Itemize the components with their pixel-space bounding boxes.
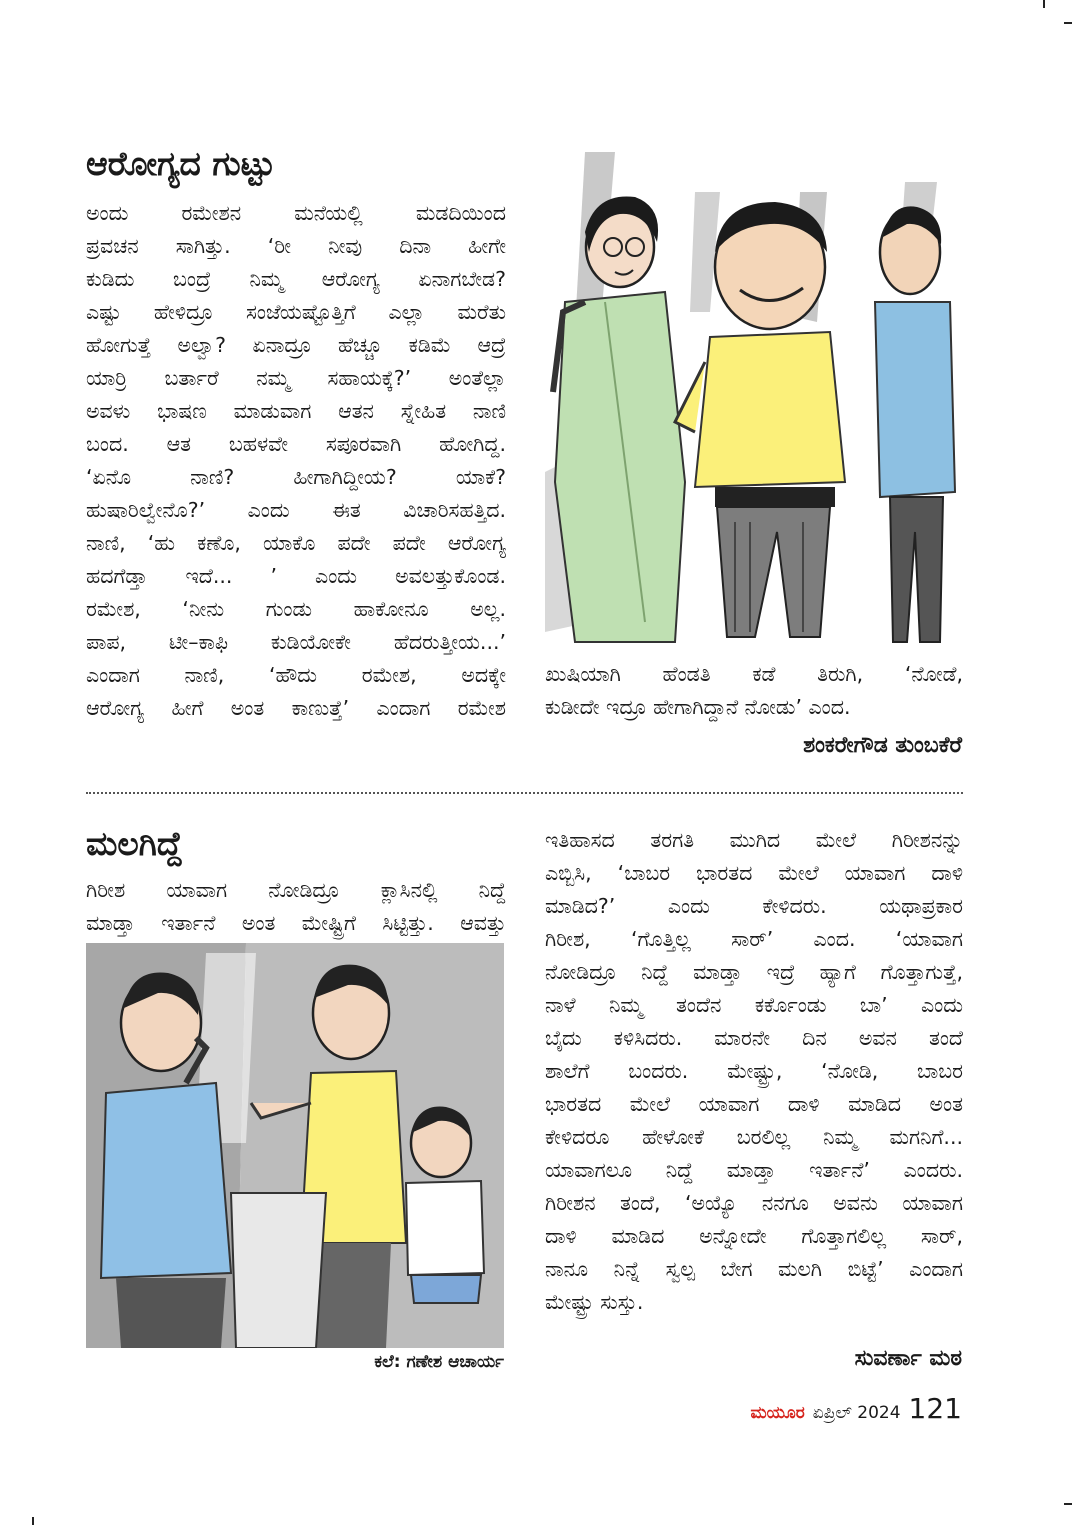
crop-mark-right-top: [1064, 22, 1072, 24]
body-line: ನೋಡಿದ್ರೂ ನಿದ್ದೆ ಮಾಡ್ತಾ ಇದ್ರೆ ಹ್ಯಾಗೆ ಗೊತ್ತಾಗುತ್ತೆ,: [545, 960, 963, 984]
story1-title: ಆರೋಗ್ಯದ ಗುಟ್ಟು: [86, 144, 276, 183]
story2-body-right: [545, 824, 963, 1319]
cartoon2-image: [86, 943, 504, 1348]
body-line: ನಾನೂ ನಿನ್ನೆ ಸ್ವಲ್ಪ ಬೇಗ ಮಲಗಿ ಬಿಟ್ಟೆ’ ಎಂದಾಗ: [545, 1257, 963, 1281]
story2-title: ಮಲಗಿದ್ದೆ: [86, 824, 183, 863]
body-line: ಖುಷಿಯಾಗಿ ಹೆಂಡತಿ ಕಡೆ ತಿರುಗಿ, ‘ನೋಡೆ,: [545, 662, 963, 686]
body-line: ಅಂದು ರಮೇಶನ ಮನೆಯಲ್ಲಿ ಮಡದಿಯಿಂದ: [86, 201, 506, 225]
cartoon1-image: [545, 152, 963, 654]
story1-body-right: [545, 658, 963, 724]
body-line: ಪ್ರವಚನ ಸಾಗಿತ್ತು. ‘ರೀ ನೀವು ದಿನಾ ಹೀಗೇ: [86, 234, 506, 258]
art-credit: ಕಲೆ: ಗಣೇಶ ಆಚಾರ್ಯ: [374, 1352, 504, 1372]
page-number: 121: [908, 1392, 962, 1425]
body-line: ಇತಿಹಾಸದ ತರಗತಿ ಮುಗಿದ ಮೇಲೆ ಗಿರೀಶನನ್ನು: [545, 828, 963, 852]
body-line: ಗಿರೀಶನ ತಂದೆ, ‘ಅಯ್ಯೊ ನನಗೂ ಅವನು ಯಾವಾಗ: [545, 1191, 963, 1215]
body-line: ಮಾಡ್ತಾ ಇರ್ತಾನೆ ಅಂತ ಮೇಷ್ಟ್ರಿಗೆ ಸಿಟ್ಟಿತ್ತು. ಆವತ್ತು: [86, 911, 506, 935]
body-line: ಆರೋಗ್ಯ ಹೀಗೆ ಅಂತ ಕಾಣುತ್ತೆ’ ಎಂದಾಗ ರಮೇಶ: [86, 696, 506, 720]
body-line: ಶಾಲೆಗೆ ಬಂದರು. ಮೇಷ್ಟ್ರು, ‘ನೋಡಿ, ಬಾಬರ: [545, 1059, 963, 1083]
body-line: ನಾಣಿ, ‘ಹು ಕಣೊ, ಯಾಕೊ ಪದೇ ಪದೇ ಆರೋಗ್ಯ: [86, 531, 506, 555]
cartoon2-illustration: [86, 943, 504, 1348]
magazine-brand: ಮಯೂರ: [750, 1403, 805, 1423]
body-line: ದಾಳಿ ಮಾಡಿದ ಅನ್ನೋದೇ ಗೊತ್ತಾಗಲಿಲ್ಲ ಸಾರ್,: [545, 1224, 963, 1248]
body-line: ‘ಏನೊ ನಾಣಿ? ಹೀಗಾಗಿದ್ದೀಯ? ಯಾಕೆ?: [86, 465, 506, 489]
body-line: ಬಂದ. ಆತ ಬಹಳವೇ ಸಪೂರವಾಗಿ ಹೋಗಿದ್ದ.: [86, 432, 506, 456]
body-line: ಕೇಳಿದರೂ ಹೇಳೋಕೆ ಬರಲಿಲ್ಲ ನಿಮ್ಮ ಮಗನಿಗೆ...: [545, 1125, 963, 1149]
body-line: ಗಿರೀಶ ಯಾವಾಗ ನೋಡಿದ್ರೂ ಕ್ಲಾಸಿನಲ್ಲಿ ನಿದ್ದೆ: [86, 878, 506, 902]
body-line: ಮಾಡಿದ?’ ಎಂದು ಕೇಳಿದರು. ಯಥಾಪ್ರಕಾರ: [545, 894, 963, 918]
crop-mark-top-right: [1043, 0, 1045, 8]
body-line: ಎಬ್ಬಿಸಿ, ‘ಬಾಬರ ಭಾರತದ ಮೇಲೆ ಯಾವಾಗ ದಾಳಿ: [545, 861, 963, 885]
body-line: ಹುಷಾರಿಲ್ವೇನೊ?’ ಎಂದು ಈತ ವಿಚಾರಿಸಹತ್ತಿದ.: [86, 498, 506, 522]
story1-body-left: [86, 197, 506, 725]
body-line: ಹೋಗುತ್ತೆ ಅಲ್ವಾ? ಏನಾದ್ರೂ ಹೆಚ್ಚೂ ಕಡಿಮೆ ಆದ್ರೆ: [86, 333, 506, 357]
story1-author: ಶಂಕರೇಗೌಡ ತುಂಬಕೆರೆ: [803, 733, 962, 758]
page-footer: [751, 1392, 962, 1425]
story2-author: ಸುವರ್ಣಾ ಮಠ: [854, 1346, 962, 1371]
crop-mark-bottom-left: [32, 1517, 34, 1525]
body-line: ಎಷ್ಟು ಹೇಳಿದ್ರೂ ಸಂಜೆಯಷ್ಟೊತ್ತಿಗೆ ಎಲ್ಲಾ ಮರೆತು: [86, 300, 506, 324]
body-line: ಹದಗೆಡ್ತಾ ಇದೆ... ’ ಎಂದು ಅವಲತ್ತುಕೊಂಡ.: [86, 564, 506, 588]
body-line: ಪಾಪ, ಟೀ–ಕಾಫಿ ಕುಡಿಯೋಕೇ ಹೆದರುತ್ತೀಯ...’: [86, 630, 506, 654]
body-line: ರಮೇಶ, ‘ನೀನು ಗುಂಡು ಹಾಕೋನೂ ಅಲ್ಲ.: [86, 597, 506, 621]
section-divider: [86, 792, 963, 794]
body-line: ಬೈದು ಕಳಿಸಿದರು. ಮಾರನೇ ದಿನ ಅವನ ತಂದೆ: [545, 1026, 963, 1050]
body-line: ಕುಡಿದು ಬಂದ್ರೆ ನಿಮ್ಮ ಆರೋಗ್ಯ ಏನಾಗಬೇಡ?: [86, 267, 506, 291]
cartoon1-illustration: [545, 152, 963, 654]
body-line: ಕುಡೀದೇ ಇದ್ರೂ ಹೇಗಾಗಿದ್ದಾನೆ ನೋಡು’ ಎಂದ.: [545, 695, 851, 719]
body-line: ಮೇಷ್ಟ್ರು ಸುಸ್ತು.: [545, 1290, 644, 1314]
crop-mark-right-bottom: [1064, 1503, 1072, 1505]
body-line: ಭಾರತದ ಮೇಲೆ ಯಾವಾಗ ದಾಳಿ ಮಾಡಿದ ಅಂತ: [545, 1092, 963, 1116]
body-line: ನಾಳೆ ನಿಮ್ಮ ತಂದೆನ ಕರ್ಕೊಂಡು ಬಾ’ ಎಂದು: [545, 993, 963, 1017]
body-line: ಯಾವಾಗಲೂ ನಿದ್ದೆ ಮಾಡ್ತಾ ಇರ್ತಾನೆ’ ಎಂದರು.: [545, 1158, 963, 1182]
body-line: ಅವಳು ಭಾಷಣ ಮಾಡುವಾಗ ಆತನ ಸ್ನೇಹಿತ ನಾಣಿ: [86, 399, 506, 423]
body-line: ಗಿರೀಶ, ‘ಗೊತ್ತಿಲ್ಲ ಸಾರ್’ ಎಂದ. ‘ಯಾವಾಗ: [545, 927, 963, 951]
body-line: ಯಾರ್‍ರಿ ಬರ್ತಾರೆ ನಮ್ಮ ಸಹಾಯಕ್ಕೆ?’ ಅಂತೆಲ್ಲಾ: [86, 366, 506, 390]
issue-month: ಏಪ್ರಿಲ್ 2024: [812, 1403, 901, 1423]
body-line: ಎಂದಾಗ ನಾಣಿ, ‘ಹೌದು ರಮೇಶ, ಅದಕ್ಕೇ: [86, 663, 506, 687]
story2-body-left: [86, 874, 506, 940]
